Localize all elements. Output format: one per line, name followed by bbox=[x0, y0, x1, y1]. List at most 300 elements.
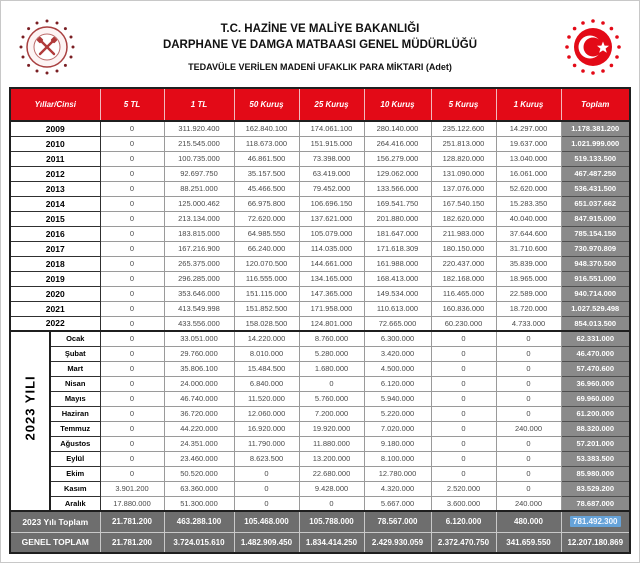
value-cell: 160.836.000 bbox=[431, 301, 496, 316]
row-total-cell: 854.013.500 bbox=[561, 316, 630, 331]
value-cell: 0 bbox=[431, 376, 496, 391]
value-cell: 5.220.000 bbox=[364, 406, 431, 421]
value-cell: 6.840.000 bbox=[234, 376, 299, 391]
document-titles bbox=[77, 22, 563, 72]
year-row bbox=[10, 256, 630, 271]
year-row bbox=[10, 301, 630, 316]
month-label: Ocak bbox=[50, 331, 100, 346]
value-cell: 182.168.000 bbox=[431, 271, 496, 286]
value-cell: 0 bbox=[234, 496, 299, 511]
value-cell: 35.806.100 bbox=[164, 361, 234, 376]
column-header: 1 Kuruş bbox=[496, 88, 561, 121]
value-cell: 4.320.000 bbox=[364, 481, 431, 496]
year-label: 2017 bbox=[10, 241, 100, 256]
year-label: 2015 bbox=[10, 211, 100, 226]
value-cell: 2.520.000 bbox=[431, 481, 496, 496]
value-cell: 134.165.000 bbox=[299, 271, 364, 286]
month-label: Eylül bbox=[50, 451, 100, 466]
year-row bbox=[10, 166, 630, 181]
value-cell: 0 bbox=[431, 331, 496, 346]
value-cell: 0 bbox=[431, 451, 496, 466]
value-cell: 0 bbox=[431, 466, 496, 481]
value-cell: 0 bbox=[100, 361, 164, 376]
value-cell: 0 bbox=[496, 391, 561, 406]
month-label: Mayıs bbox=[50, 391, 100, 406]
month-row bbox=[10, 496, 630, 511]
month-row bbox=[10, 391, 630, 406]
summary-value-cell: 341.659.550 bbox=[496, 532, 561, 553]
summary-label: GENEL TOPLAM bbox=[10, 532, 100, 553]
value-cell: 18.720.000 bbox=[496, 301, 561, 316]
value-cell: 5.280.000 bbox=[299, 346, 364, 361]
value-cell: 240.000 bbox=[496, 421, 561, 436]
value-cell: 182.620.000 bbox=[431, 211, 496, 226]
value-cell: 7.020.000 bbox=[364, 421, 431, 436]
value-cell: 167.540.150 bbox=[431, 196, 496, 211]
row-total-cell: 467.487.250 bbox=[561, 166, 630, 181]
summary-value-cell: 1.482.909.450 bbox=[234, 532, 299, 553]
value-cell: 0 bbox=[431, 346, 496, 361]
value-cell: 181.647.000 bbox=[364, 226, 431, 241]
value-cell: 11.520.000 bbox=[234, 391, 299, 406]
row-total-cell: 916.551.000 bbox=[561, 271, 630, 286]
value-cell: 0 bbox=[496, 406, 561, 421]
value-cell: 120.070.500 bbox=[234, 256, 299, 271]
value-cell: 0 bbox=[234, 466, 299, 481]
month-row bbox=[10, 436, 630, 451]
value-cell: 158.028.500 bbox=[234, 316, 299, 331]
summary-row bbox=[10, 511, 630, 532]
month-row bbox=[10, 331, 630, 346]
year-label: 2022 bbox=[10, 316, 100, 331]
month-row bbox=[10, 451, 630, 466]
year-row bbox=[10, 121, 630, 136]
value-cell: 413.549.998 bbox=[164, 301, 234, 316]
value-cell: 125.000.462 bbox=[164, 196, 234, 211]
value-cell: 22.589.000 bbox=[496, 286, 561, 301]
title-line2: DARPHANE VE DAMGA MATBAASI GENEL MÜDÜRLÜĞÜ bbox=[162, 38, 478, 51]
value-cell: 0 bbox=[100, 451, 164, 466]
value-cell: 0 bbox=[496, 451, 561, 466]
value-cell: 6.300.000 bbox=[364, 331, 431, 346]
value-cell: 0 bbox=[234, 481, 299, 496]
value-cell: 29.760.000 bbox=[164, 346, 234, 361]
value-cell: 11.880.000 bbox=[299, 436, 364, 451]
year-row bbox=[10, 271, 630, 286]
value-cell: 8.010.000 bbox=[234, 346, 299, 361]
value-cell: 0 bbox=[100, 376, 164, 391]
row-total-cell: 536.431.500 bbox=[561, 181, 630, 196]
year-group-label bbox=[10, 331, 50, 511]
value-cell: 213.134.000 bbox=[164, 211, 234, 226]
value-cell: 353.646.000 bbox=[164, 286, 234, 301]
value-cell: 0 bbox=[496, 466, 561, 481]
value-cell: 296.285.000 bbox=[164, 271, 234, 286]
value-cell: 0 bbox=[100, 346, 164, 361]
selected-total-value: 781.492.300 bbox=[570, 516, 621, 527]
value-cell: 201.880.000 bbox=[364, 211, 431, 226]
month-row bbox=[10, 421, 630, 436]
value-cell: 0 bbox=[496, 361, 561, 376]
value-cell: 0 bbox=[431, 421, 496, 436]
value-cell: 161.988.000 bbox=[364, 256, 431, 271]
value-cell: 311.920.400 bbox=[164, 121, 234, 136]
month-label: Temmuz bbox=[50, 421, 100, 436]
summary-value-cell: 2.372.470.750 bbox=[431, 532, 496, 553]
month-label: Aralık bbox=[50, 496, 100, 511]
value-cell: 215.545.000 bbox=[164, 136, 234, 151]
value-cell: 151.915.000 bbox=[299, 136, 364, 151]
column-header: 50 Kuruş bbox=[234, 88, 299, 121]
year-row bbox=[10, 196, 630, 211]
year-label: 2009 bbox=[10, 121, 100, 136]
value-cell: 137.621.000 bbox=[299, 211, 364, 226]
value-cell: 16.061.000 bbox=[496, 166, 561, 181]
row-total-cell: 730.970.809 bbox=[561, 241, 630, 256]
value-cell: 19.637.000 bbox=[496, 136, 561, 151]
row-total-cell: 83.529.200 bbox=[561, 481, 630, 496]
value-cell: 0 bbox=[100, 121, 164, 136]
value-cell: 5.940.000 bbox=[364, 391, 431, 406]
value-cell: 35.157.500 bbox=[234, 166, 299, 181]
value-cell: 118.673.000 bbox=[234, 136, 299, 151]
summary-total-cell: 12.207.180.869 bbox=[561, 532, 630, 553]
summary-value-cell: 3.724.015.610 bbox=[164, 532, 234, 553]
value-cell: 137.076.000 bbox=[431, 181, 496, 196]
row-total-cell: 78.687.000 bbox=[561, 496, 630, 511]
value-cell: 0 bbox=[100, 241, 164, 256]
month-label: Kasım bbox=[50, 481, 100, 496]
value-cell: 0 bbox=[496, 481, 561, 496]
summary-total-cell bbox=[561, 511, 630, 532]
row-total-cell: 847.915.000 bbox=[561, 211, 630, 226]
value-cell: 0 bbox=[299, 496, 364, 511]
value-cell: 0 bbox=[100, 211, 164, 226]
value-cell: 9.180.000 bbox=[364, 436, 431, 451]
value-cell: 14.220.000 bbox=[234, 331, 299, 346]
month-row bbox=[10, 466, 630, 481]
column-header: 10 Kuruş bbox=[364, 88, 431, 121]
value-cell: 11.790.000 bbox=[234, 436, 299, 451]
value-cell: 8.760.000 bbox=[299, 331, 364, 346]
value-cell: 251.813.000 bbox=[431, 136, 496, 151]
year-label: 2013 bbox=[10, 181, 100, 196]
value-cell: 100.735.000 bbox=[164, 151, 234, 166]
header-row bbox=[10, 88, 630, 121]
row-total-cell: 85.980.000 bbox=[561, 466, 630, 481]
month-label: Ekim bbox=[50, 466, 100, 481]
value-cell: 105.079.000 bbox=[299, 226, 364, 241]
year-label: 2012 bbox=[10, 166, 100, 181]
column-header: Toplam bbox=[561, 88, 630, 121]
row-total-cell: 785.154.150 bbox=[561, 226, 630, 241]
month-row bbox=[10, 346, 630, 361]
value-cell: 114.035.000 bbox=[299, 241, 364, 256]
row-total-cell: 940.714.000 bbox=[561, 286, 630, 301]
value-cell: 50.520.000 bbox=[164, 466, 234, 481]
value-cell: 88.251.000 bbox=[164, 181, 234, 196]
value-cell: 0 bbox=[431, 361, 496, 376]
coin-amounts-table bbox=[9, 87, 631, 554]
value-cell: 4.500.000 bbox=[364, 361, 431, 376]
value-cell: 147.365.000 bbox=[299, 286, 364, 301]
value-cell: 63.360.000 bbox=[164, 481, 234, 496]
value-cell: 17.880.000 bbox=[100, 496, 164, 511]
value-cell: 433.556.000 bbox=[164, 316, 234, 331]
value-cell: 18.965.000 bbox=[496, 271, 561, 286]
value-cell: 3.420.000 bbox=[364, 346, 431, 361]
value-cell: 149.534.000 bbox=[364, 286, 431, 301]
value-cell: 0 bbox=[496, 376, 561, 391]
value-cell: 40.040.000 bbox=[496, 211, 561, 226]
column-header: 5 Kuruş bbox=[431, 88, 496, 121]
value-cell: 235.122.600 bbox=[431, 121, 496, 136]
row-total-cell: 57.470.600 bbox=[561, 361, 630, 376]
row-total-cell: 53.383.500 bbox=[561, 451, 630, 466]
value-cell: 171.618.309 bbox=[364, 241, 431, 256]
value-cell: 174.061.100 bbox=[299, 121, 364, 136]
value-cell: 133.566.000 bbox=[364, 181, 431, 196]
value-cell: 0 bbox=[100, 136, 164, 151]
year-label: 2010 bbox=[10, 136, 100, 151]
value-cell: 128.820.000 bbox=[431, 151, 496, 166]
value-cell: 0 bbox=[100, 196, 164, 211]
month-label: Şubat bbox=[50, 346, 100, 361]
value-cell: 46.740.000 bbox=[164, 391, 234, 406]
summary-value-cell: 480.000 bbox=[496, 511, 561, 532]
value-cell: 0 bbox=[431, 391, 496, 406]
value-cell: 0 bbox=[100, 301, 164, 316]
value-cell: 162.840.100 bbox=[234, 121, 299, 136]
value-cell: 66.240.000 bbox=[234, 241, 299, 256]
value-cell: 37.644.600 bbox=[496, 226, 561, 241]
value-cell: 151.852.500 bbox=[234, 301, 299, 316]
value-cell: 169.541.750 bbox=[364, 196, 431, 211]
value-cell: 35.839.000 bbox=[496, 256, 561, 271]
value-cell: 72.620.000 bbox=[234, 211, 299, 226]
value-cell: 0 bbox=[100, 286, 164, 301]
value-cell: 168.413.000 bbox=[364, 271, 431, 286]
value-cell: 14.297.000 bbox=[496, 121, 561, 136]
year-row bbox=[10, 241, 630, 256]
value-cell: 23.460.000 bbox=[164, 451, 234, 466]
month-label: Haziran bbox=[50, 406, 100, 421]
value-cell: 13.040.000 bbox=[496, 151, 561, 166]
table-header-row bbox=[10, 88, 630, 121]
value-cell: 52.620.000 bbox=[496, 181, 561, 196]
value-cell: 24.000.000 bbox=[164, 376, 234, 391]
value-cell: 66.975.800 bbox=[234, 196, 299, 211]
year-label: 2016 bbox=[10, 226, 100, 241]
value-cell: 3.600.000 bbox=[431, 496, 496, 511]
value-cell: 24.351.000 bbox=[164, 436, 234, 451]
value-cell: 31.710.600 bbox=[496, 241, 561, 256]
value-cell: 0 bbox=[100, 316, 164, 331]
value-cell: 19.920.000 bbox=[299, 421, 364, 436]
year-row bbox=[10, 136, 630, 151]
value-cell: 240.000 bbox=[496, 496, 561, 511]
value-cell: 8.100.000 bbox=[364, 451, 431, 466]
value-cell: 46.861.500 bbox=[234, 151, 299, 166]
value-cell: 73.398.000 bbox=[299, 151, 364, 166]
year-label: 2019 bbox=[10, 271, 100, 286]
row-total-cell: 519.133.500 bbox=[561, 151, 630, 166]
value-cell: 0 bbox=[100, 271, 164, 286]
value-cell: 124.801.000 bbox=[299, 316, 364, 331]
month-row bbox=[10, 481, 630, 496]
value-cell: 15.484.500 bbox=[234, 361, 299, 376]
year-label: 2011 bbox=[10, 151, 100, 166]
value-cell: 110.613.000 bbox=[364, 301, 431, 316]
value-cell: 16.920.000 bbox=[234, 421, 299, 436]
year-label: 2018 bbox=[10, 256, 100, 271]
value-cell: 0 bbox=[100, 331, 164, 346]
summary-value-cell: 21.781.200 bbox=[100, 511, 164, 532]
month-row bbox=[10, 406, 630, 421]
row-total-cell: 88.320.000 bbox=[561, 421, 630, 436]
value-cell: 63.419.000 bbox=[299, 166, 364, 181]
value-cell: 15.283.350 bbox=[496, 196, 561, 211]
value-cell: 280.140.000 bbox=[364, 121, 431, 136]
column-header: 25 Kuruş bbox=[299, 88, 364, 121]
year-row bbox=[10, 151, 630, 166]
summary-value-cell: 6.120.000 bbox=[431, 511, 496, 532]
document-header bbox=[1, 1, 639, 87]
year-label: 2020 bbox=[10, 286, 100, 301]
row-total-cell: 61.200.000 bbox=[561, 406, 630, 421]
column-header: 5 TL bbox=[100, 88, 164, 121]
value-cell: 0 bbox=[431, 406, 496, 421]
value-cell: 0 bbox=[100, 226, 164, 241]
value-cell: 22.680.000 bbox=[299, 466, 364, 481]
summary-value-cell: 78.567.000 bbox=[364, 511, 431, 532]
title-line1: T.C. HAZİNE VE MALİYE BAKANLIĞI bbox=[220, 22, 420, 35]
value-cell: 264.416.000 bbox=[364, 136, 431, 151]
month-row bbox=[10, 361, 630, 376]
year-row bbox=[10, 316, 630, 331]
year-label: 2021 bbox=[10, 301, 100, 316]
value-cell: 0 bbox=[100, 391, 164, 406]
value-cell: 183.815.000 bbox=[164, 226, 234, 241]
value-cell: 131.090.000 bbox=[431, 166, 496, 181]
value-cell: 0 bbox=[100, 151, 164, 166]
value-cell: 0 bbox=[496, 436, 561, 451]
summary-value-cell: 1.834.414.250 bbox=[299, 532, 364, 553]
month-label: Mart bbox=[50, 361, 100, 376]
value-cell: 211.983.000 bbox=[431, 226, 496, 241]
table-body bbox=[10, 121, 630, 553]
value-cell: 4.733.000 bbox=[496, 316, 561, 331]
value-cell: 0 bbox=[100, 166, 164, 181]
row-total-cell: 1.027.529.498 bbox=[561, 301, 630, 316]
value-cell: 167.216.900 bbox=[164, 241, 234, 256]
value-cell: 44.220.000 bbox=[164, 421, 234, 436]
value-cell: 265.375.000 bbox=[164, 256, 234, 271]
table-subtitle: TEDAVÜLE VERİLEN MADENİ UFAKLIK PARA MİKTARI (Adet) bbox=[188, 62, 452, 73]
value-cell: 0 bbox=[100, 466, 164, 481]
value-cell: 116.555.000 bbox=[234, 271, 299, 286]
row-total-cell: 1.021.999.000 bbox=[561, 136, 630, 151]
value-cell: 0 bbox=[496, 331, 561, 346]
year-row bbox=[10, 211, 630, 226]
value-cell: 1.680.000 bbox=[299, 361, 364, 376]
value-cell: 5.760.000 bbox=[299, 391, 364, 406]
value-cell: 106.696.150 bbox=[299, 196, 364, 211]
value-cell: 220.437.000 bbox=[431, 256, 496, 271]
value-cell: 6.120.000 bbox=[364, 376, 431, 391]
value-cell: 0 bbox=[100, 421, 164, 436]
value-cell: 33.051.000 bbox=[164, 331, 234, 346]
mint-emblem-icon bbox=[17, 17, 77, 77]
row-total-cell: 36.960.000 bbox=[561, 376, 630, 391]
summary-row bbox=[10, 532, 630, 553]
column-header-years: Yıllar/Cinsi bbox=[10, 88, 100, 121]
month-label: Nisan bbox=[50, 376, 100, 391]
value-cell: 3.901.200 bbox=[100, 481, 164, 496]
summary-label: 2023 Yılı Toplam bbox=[10, 511, 100, 532]
row-total-cell: 1.178.381.200 bbox=[561, 121, 630, 136]
month-row bbox=[10, 376, 630, 391]
value-cell: 8.623.500 bbox=[234, 451, 299, 466]
value-cell: 36.720.000 bbox=[164, 406, 234, 421]
value-cell: 7.200.000 bbox=[299, 406, 364, 421]
value-cell: 116.465.000 bbox=[431, 286, 496, 301]
value-cell: 72.665.000 bbox=[364, 316, 431, 331]
value-cell: 151.115.000 bbox=[234, 286, 299, 301]
year-row bbox=[10, 226, 630, 241]
row-total-cell: 57.201.000 bbox=[561, 436, 630, 451]
value-cell: 0 bbox=[431, 436, 496, 451]
value-cell: 0 bbox=[100, 256, 164, 271]
value-cell: 12.780.000 bbox=[364, 466, 431, 481]
row-total-cell: 651.037.662 bbox=[561, 196, 630, 211]
value-cell: 45.466.500 bbox=[234, 181, 299, 196]
value-cell: 144.661.000 bbox=[299, 256, 364, 271]
value-cell: 180.150.000 bbox=[431, 241, 496, 256]
value-cell: 0 bbox=[100, 181, 164, 196]
value-cell: 60.230.000 bbox=[431, 316, 496, 331]
value-cell: 156.279.000 bbox=[364, 151, 431, 166]
value-cell: 79.452.000 bbox=[299, 181, 364, 196]
summary-value-cell: 105.468.000 bbox=[234, 511, 299, 532]
value-cell: 0 bbox=[496, 346, 561, 361]
summary-value-cell: 2.429.930.059 bbox=[364, 532, 431, 553]
month-label: Ağustos bbox=[50, 436, 100, 451]
value-cell: 0 bbox=[299, 376, 364, 391]
summary-value-cell: 105.788.000 bbox=[299, 511, 364, 532]
year-row bbox=[10, 181, 630, 196]
value-cell: 171.958.000 bbox=[299, 301, 364, 316]
value-cell: 13.200.000 bbox=[299, 451, 364, 466]
value-cell: 5.667.000 bbox=[364, 496, 431, 511]
summary-value-cell: 463.288.100 bbox=[164, 511, 234, 532]
value-cell: 12.060.000 bbox=[234, 406, 299, 421]
year-row bbox=[10, 286, 630, 301]
value-cell: 9.428.000 bbox=[299, 481, 364, 496]
row-total-cell: 46.470.000 bbox=[561, 346, 630, 361]
summary-value-cell: 21.781.200 bbox=[100, 532, 164, 553]
value-cell: 92.697.750 bbox=[164, 166, 234, 181]
row-total-cell: 62.331.000 bbox=[561, 331, 630, 346]
ministry-emblem-icon bbox=[563, 17, 623, 77]
year-group-label-text: 2023 YILI bbox=[22, 374, 38, 440]
year-label: 2014 bbox=[10, 196, 100, 211]
value-cell: 0 bbox=[100, 406, 164, 421]
value-cell: 0 bbox=[100, 436, 164, 451]
row-total-cell: 69.960.000 bbox=[561, 391, 630, 406]
value-cell: 129.062.000 bbox=[364, 166, 431, 181]
value-cell: 51.300.000 bbox=[164, 496, 234, 511]
